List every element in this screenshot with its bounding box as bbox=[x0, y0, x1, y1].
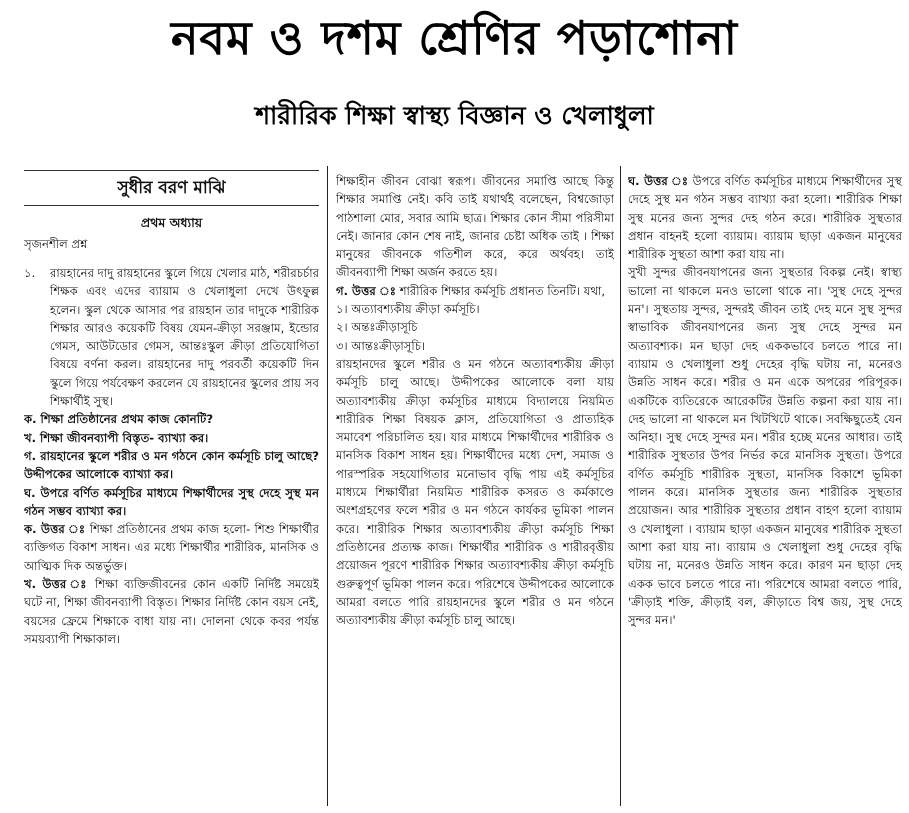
answer-gha-body: সুখী সুন্দর জীবনযাপনের জন্য সুস্থতার বিকল্প নেই। স্বাস্থ্য ভালো না থাকলে মনও ভালো থাকে না। 'সুস্থ দেহে সুন্দর মন'। সুস্থতায় সুন্দর, সুন্দরই জীবন তাই দেহ মনে সুস্থ সুন্দর স্বাভাবিক জীবনযাপনের জন্য সুস্থ দেহে সুন্দর মন অত্যাবশ্যক। মন ছাড়া দেহ এককভাবে চলতে পারে না। ব্যায়াম ও খেলাধুলা শুধু দেহের বৃদ্ধি ঘটায় না, মনেরও উন্নতি সাধন করে। শরীর ও মন একে অপরের পরিপূরক। একটিকে ব্যতিরেকে আরেকটির উন্নতি কল্পনা করা যায় না। দেহ ভালো না থাকলে মন খিটখিটে থাকে। সবক্ষিছুতেই যেন অনিহা। সুস্থ দেহে সুন্দর মন। শরীর হচ্ছে মনের আধার। তাই শারীরিক সুস্থতার উপর নির্ভর করে মানসিক সুস্থতা। উপরে বর্ণিত কর্মসূচি শারীরিক সুস্থতা, মানসিক বিকাশে ভূমিকা পালন করে। মানসিক সুস্থতার জন্য শারীরিক সুস্থতার প্রয়োজন। আর শারীরিক সুস্থতার প্রধান বাহণ হলো ব্যায়াম ও খেলাধুলা । ব্যায়াম ছাড়া একজন মানুষের শারীরিক সুস্থতা আশা করা যায় না। ব্যায়াম ও খেলাধুলা শুধু দেহের বৃদ্ধি ঘটায় না, মনেরও উন্নতি সাধন করে। কারণ মন ছাড়া দেহ একক ভাবে চলতে পারে না। পরিশেষে আমরা বলতে পারি, 'ক্রীড়াই শক্তি, ক্রীড়াই বল, ক্রীড়াতে বিশ্ব জয়, সুস্থ দেহে সুন্দর মন।' bbox=[628, 265, 902, 628]
question-ga: গ. রায়হানের স্কুলে শরীর ও মন গঠনে কোন কর্মসূচি চালু আছে? উদ্দীপকের আলোকে ব্যাখ্যা কর। bbox=[24, 448, 319, 482]
question-kha: খ. শিক্ষা জীবনব্যাপী বিস্তৃত- ব্যাখ্যা কর। bbox=[24, 430, 209, 445]
column-3 bbox=[628, 172, 902, 809]
question-number: ১. bbox=[24, 266, 36, 280]
answer-kha-text: শিক্ষা ব্যক্তিজীবনের কোন একটি নির্দিষ্ট সময়েই ঘটে না, শিক্ষা জীবনব্যাপী বিস্তৃত। শিক্ষার নির্দিষ্ট কোন বয়স নেই, বয়সের ফ্রেমে শিক্ষাকে বাধা যায় না। দোলনা থেকে কবর পর্যন্ত সময়ব্যাপী শিক্ষাকাল। bbox=[24, 577, 319, 646]
list-item: ১। অত্যাবশ্যকীয় ক্রীড়া কর্মসূচি। bbox=[336, 302, 480, 317]
column-1 bbox=[24, 170, 319, 809]
author-name: সুধীর বরণ মাঝি bbox=[24, 170, 319, 206]
answer-gha-text: উপরে বর্ণিত কর্মসূচির মাধ্যমে শিক্ষার্থীদের সুস্থ দেহে সুস্থ মন গঠন সম্ভব ব্যাখ্যা করা হলো। শারীরিক শিক্ষা সুস্থ মনের জন্য সুন্দর দেহ গঠন করে। শারীরিক সুস্থতার প্রধান বাহনই হলো ব্যায়াম। ব্যায়াম ছাড়া একজন মানুষের শারীরিক সুস্থতা আশা করা যায় না। bbox=[628, 174, 902, 262]
column-2 bbox=[336, 172, 614, 809]
answer-ga-label: গ. উত্তর ঃ bbox=[336, 283, 396, 298]
answer-ga bbox=[336, 282, 614, 300]
question-stem: রায়হানের দাদু রায়হানের স্কুলে গিয়ে খেলার মাঠ, শরীরচর্চার শিক্ষক এবং এদের ব্যায়াম ও খেলাধুলা দেখে উৎফুল্ল হলেন। স্কুল থেকে আসার পর রায়হান তার দাদুকে শারীরিক শিক্ষার আরও কয়েকটি বিষয় যেমন-ক্রীড়া সরঞ্জাম, ইন্ডোর গেমস, আউটডোর গেমস, আন্তঃস্কুল ক্রীড়া প্রতিযোগিতা বিষয়ে বর্ণনা করল। রায়হানের দাদু পরবর্তী কয়েকটি দিন স্কুলে গিয়ে পর্যবেক্ষণ করলেন যে রায়হানের স্কুলের প্রায় সব শিক্ষার্থীই সুস্থ। bbox=[50, 266, 319, 409]
question-gha: ঘ. উপরে বর্ণিত কর্মসূচির মাধ্যমে শিক্ষার্থীদের সুস্থ দেহে সুস্থ মন গঠন সম্ভব ব্যাখ্যা কর। bbox=[24, 485, 319, 518]
list-item: ২। অন্তঃক্রীড়াসূচি bbox=[336, 320, 418, 335]
answer-gha bbox=[628, 172, 902, 263]
column-divider-2 bbox=[620, 166, 621, 806]
answer-ga-intro: শারীরিক শিক্ষার কর্মসূচি প্রধানত তিনটি। যথা, bbox=[399, 283, 606, 298]
answer-kha-continued: শিক্ষাহীন জীবন বোঝা স্বরূপ। জীবনের সমাপ্তি আছে কিন্তু শিক্ষার সমাপ্তি নেই। কবি তাই যথার্থই বলেছেন, বিশ্বজোড়া পাঠশালা মোর, সবার আমি ছাত্র। শিক্ষার কোন সীমা পরিসীমা নেই। জানার কোন শেষ নাই, জানার চেষ্টা অধিক তাই । শিক্ষা মানুষের জীবনকে গতিশীল করে, করে অর্থবহ। তাই জীবনব্যাপী শিক্ষা অর্জন করতে হয়। bbox=[336, 174, 614, 280]
answer-ka bbox=[24, 520, 319, 575]
column-divider-1 bbox=[327, 166, 328, 806]
page-title: নবম ও দশম শ্রেণির পড়াশোনা bbox=[170, 11, 739, 65]
answer-ga-body: রায়হানদের স্কুলে শরীর ও মন গঠনে অত্যাবশ্যকীয় ক্রীড়া কর্মসূচি চালু আছে। উদ্দীপকের আলোকে বলা যায় অত্যাবশ্যকীয় ক্রীড়া কর্মসূচির মাধ্যমে বিদ্যালয়ে নিয়মিত শারীরিক শিক্ষা বিষয়ক ক্লাস, প্রতিযোগিতা ও প্রাত্যহিক সমাবেশ পরিচালিত হয়। যার মাধ্যমে শিক্ষার্থীদের শারীরিক ও মানসিক বিকাশ সাধন হয়। শিক্ষার্থীদের মধ্যে দেশ, সমাজ ও পারস্পরিক সহযোগিতার মনোভাব বৃদ্ধি পায় এই কর্মসূচির মাধ্যমে শিক্ষার্থীরা নিয়মিত শারীরিক কসরত ও কর্মকাণ্ডে অংশগ্রহণের ফলে শরীর ও মন গঠনে কার্যকর ভূমিকা পালন করে। শারীরিক শিক্ষার অত্যাবশ্যকীয় ক্রীড়া কর্মসূচি শিক্ষা প্রতিষ্ঠানের প্রত্যক্ষ কাজ। শিক্ষার্থীর শারীরিক ও শারীরবৃত্তীয় প্রয়োজন পূরণে শারীরিক শিক্ষার অত্যাবশ্যকীয় ক্রীড়া কর্মসূচি গুরুত্বপূর্ণ ভূমিকা পালন করে। পরিশেষে উদ্দীপকের আলোকে আমরা বলতে পারি রায়হানদের স্কুলে শরীর ও মন গঠনে অত্যাবশ্যকীয় ক্রীড়া কর্মসূচি চালু আছে। bbox=[336, 356, 614, 628]
answer-kha bbox=[24, 575, 319, 648]
section-label: সৃজনশীল প্রশ্ন bbox=[24, 237, 88, 251]
question-ka: ক. শিক্ষা প্রতিষ্ঠানের প্রথম কাজ কোনটি? bbox=[24, 412, 214, 427]
list-item: ৩। আন্তঃক্রীড়াসূচি। bbox=[336, 338, 426, 353]
page-subtitle: শারীরিক শিক্ষা স্বাস্থ্য বিজ্ঞান ও খেলাধুলা bbox=[255, 101, 654, 130]
answer-kha-label: খ. উত্তর ঃ bbox=[24, 577, 89, 592]
answer-ka-label: ক. উত্তর ঃ bbox=[24, 522, 86, 537]
answer-ka-text: শিক্ষা প্রতিষ্ঠানের প্রথম কাজ হলো- শিশু শিক্ষার্থীর ব্যক্তিগত বিকাশ সাধন। এর মধ্যে শিক্ষার্থীর শারীরিক, মানসিক ও আত্মিক দিক অন্তর্ভুক্ত। bbox=[24, 522, 319, 573]
question-block bbox=[24, 264, 319, 410]
answer-gha-label: ঘ. উত্তর ঃ bbox=[628, 174, 689, 188]
chapter-heading: প্রথম অধ্যায় bbox=[140, 215, 203, 230]
